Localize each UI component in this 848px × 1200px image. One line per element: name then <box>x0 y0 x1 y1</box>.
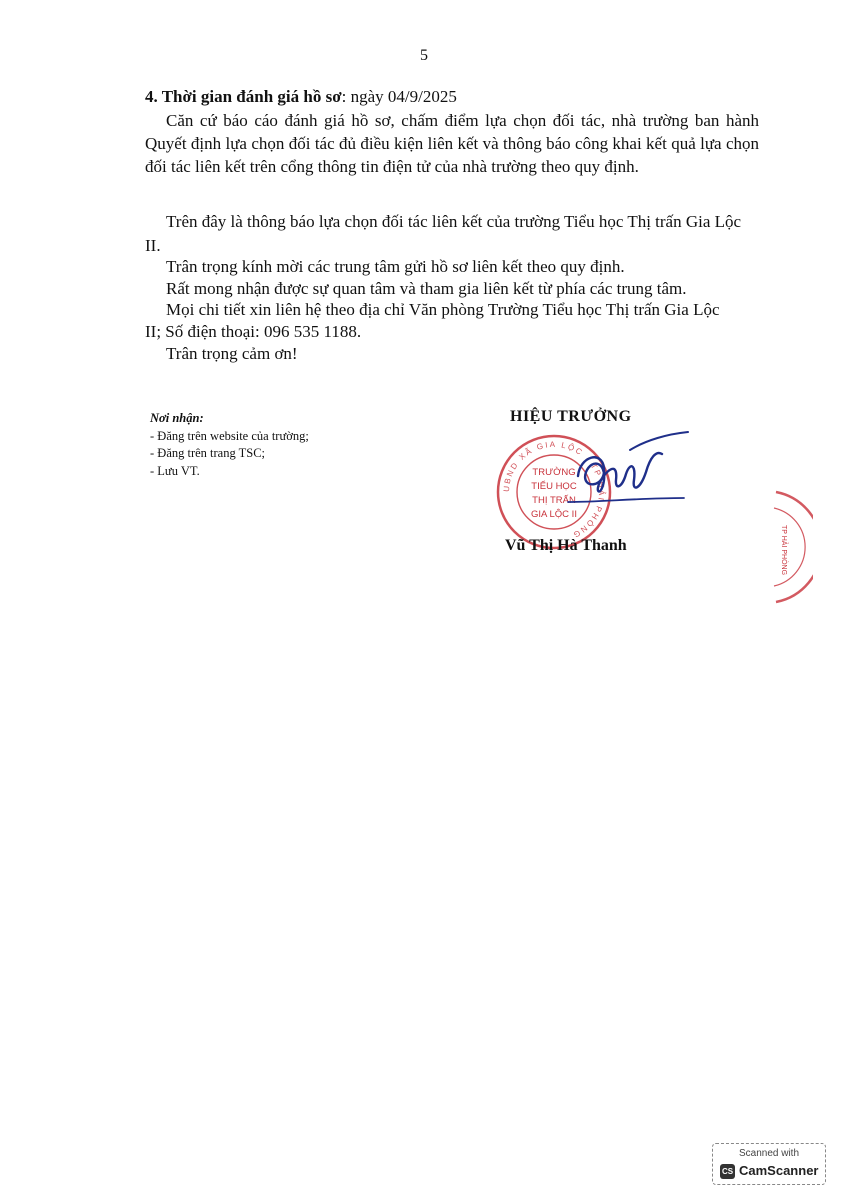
section-4-heading <box>145 87 457 107</box>
seal-line-1: TRƯỜNG <box>532 467 576 478</box>
seal-line-2: TIỂU HỌC <box>531 481 577 492</box>
seal-line-3: THỊ TRẤN <box>532 495 576 506</box>
signer-name: Vũ Thị Hà Thanh <box>505 537 627 554</box>
closing-line-1: Trên đây là thông báo lựa chọn đối tác liên kết của trường Tiểu học Thị trấn Gia Lộc <box>166 212 742 231</box>
camscanner-watermark <box>712 1143 826 1185</box>
page-number: 5 <box>420 47 428 64</box>
seal-line-4: GIA LỘC II <box>531 509 577 520</box>
closing-line-4: Mọi chi tiết xin liên hệ theo địa chỉ Văn phòng Trường Tiểu học Thị trấn Gia Lộc <box>166 300 720 319</box>
camscanner-name: CamScanner <box>739 1163 819 1178</box>
partial-seal-text: TP HẢI PHÒNG <box>780 524 787 576</box>
section-4-heading-bold: 4. Thời gian đánh giá hồ sơ <box>145 87 342 106</box>
recipient-item: - Đăng trên website của trường; <box>150 428 309 443</box>
closing-line-3: Rất mong nhận được sự quan tâm và tham gia liên kết từ phía các trung tâm. <box>166 279 687 298</box>
section-4-paragraph: Căn cứ báo cáo đánh giá hồ sơ, chấm điểm lựa chọn đối tác, nhà trường ban hành Quyết định lựa chọn đối tác đủ điều kiện liên kết và thông báo công khai kết quả lựa chọn đối tác liên kết trên cổng thông tin điện tử của nhà trường theo quy định. <box>145 111 759 176</box>
signature <box>560 428 690 518</box>
closing-line-2: Trân trọng kính mời các trung tâm gửi hồ sơ liên kết theo quy định. <box>166 257 625 276</box>
seal-ring-text: UBND XÃ GIA LỘC · TP HẢI PHÒNG <box>501 439 607 541</box>
recipients-title: Nơi nhận: <box>150 411 204 425</box>
recipient-item: - Lưu VT. <box>150 463 200 478</box>
closing-line-5: Trân trọng cảm ơn! <box>166 344 298 363</box>
closing-line-4-cont: II; Số điện thoại: 096 535 1188. <box>145 322 362 341</box>
camscanner-logo-icon: CS <box>720 1164 735 1179</box>
section-4-heading-date: : ngày 04/9/2025 <box>341 87 457 106</box>
partial-seal <box>768 488 813 608</box>
signer-title: HIỆU TRƯỞNG <box>510 408 632 425</box>
closing-line-1-cont: II. <box>145 236 161 255</box>
recipient-item: - Đăng trên trang TSC; <box>150 446 266 460</box>
recipients-block <box>150 410 309 480</box>
camscanner-top-text: Scanned with <box>738 1148 800 1159</box>
